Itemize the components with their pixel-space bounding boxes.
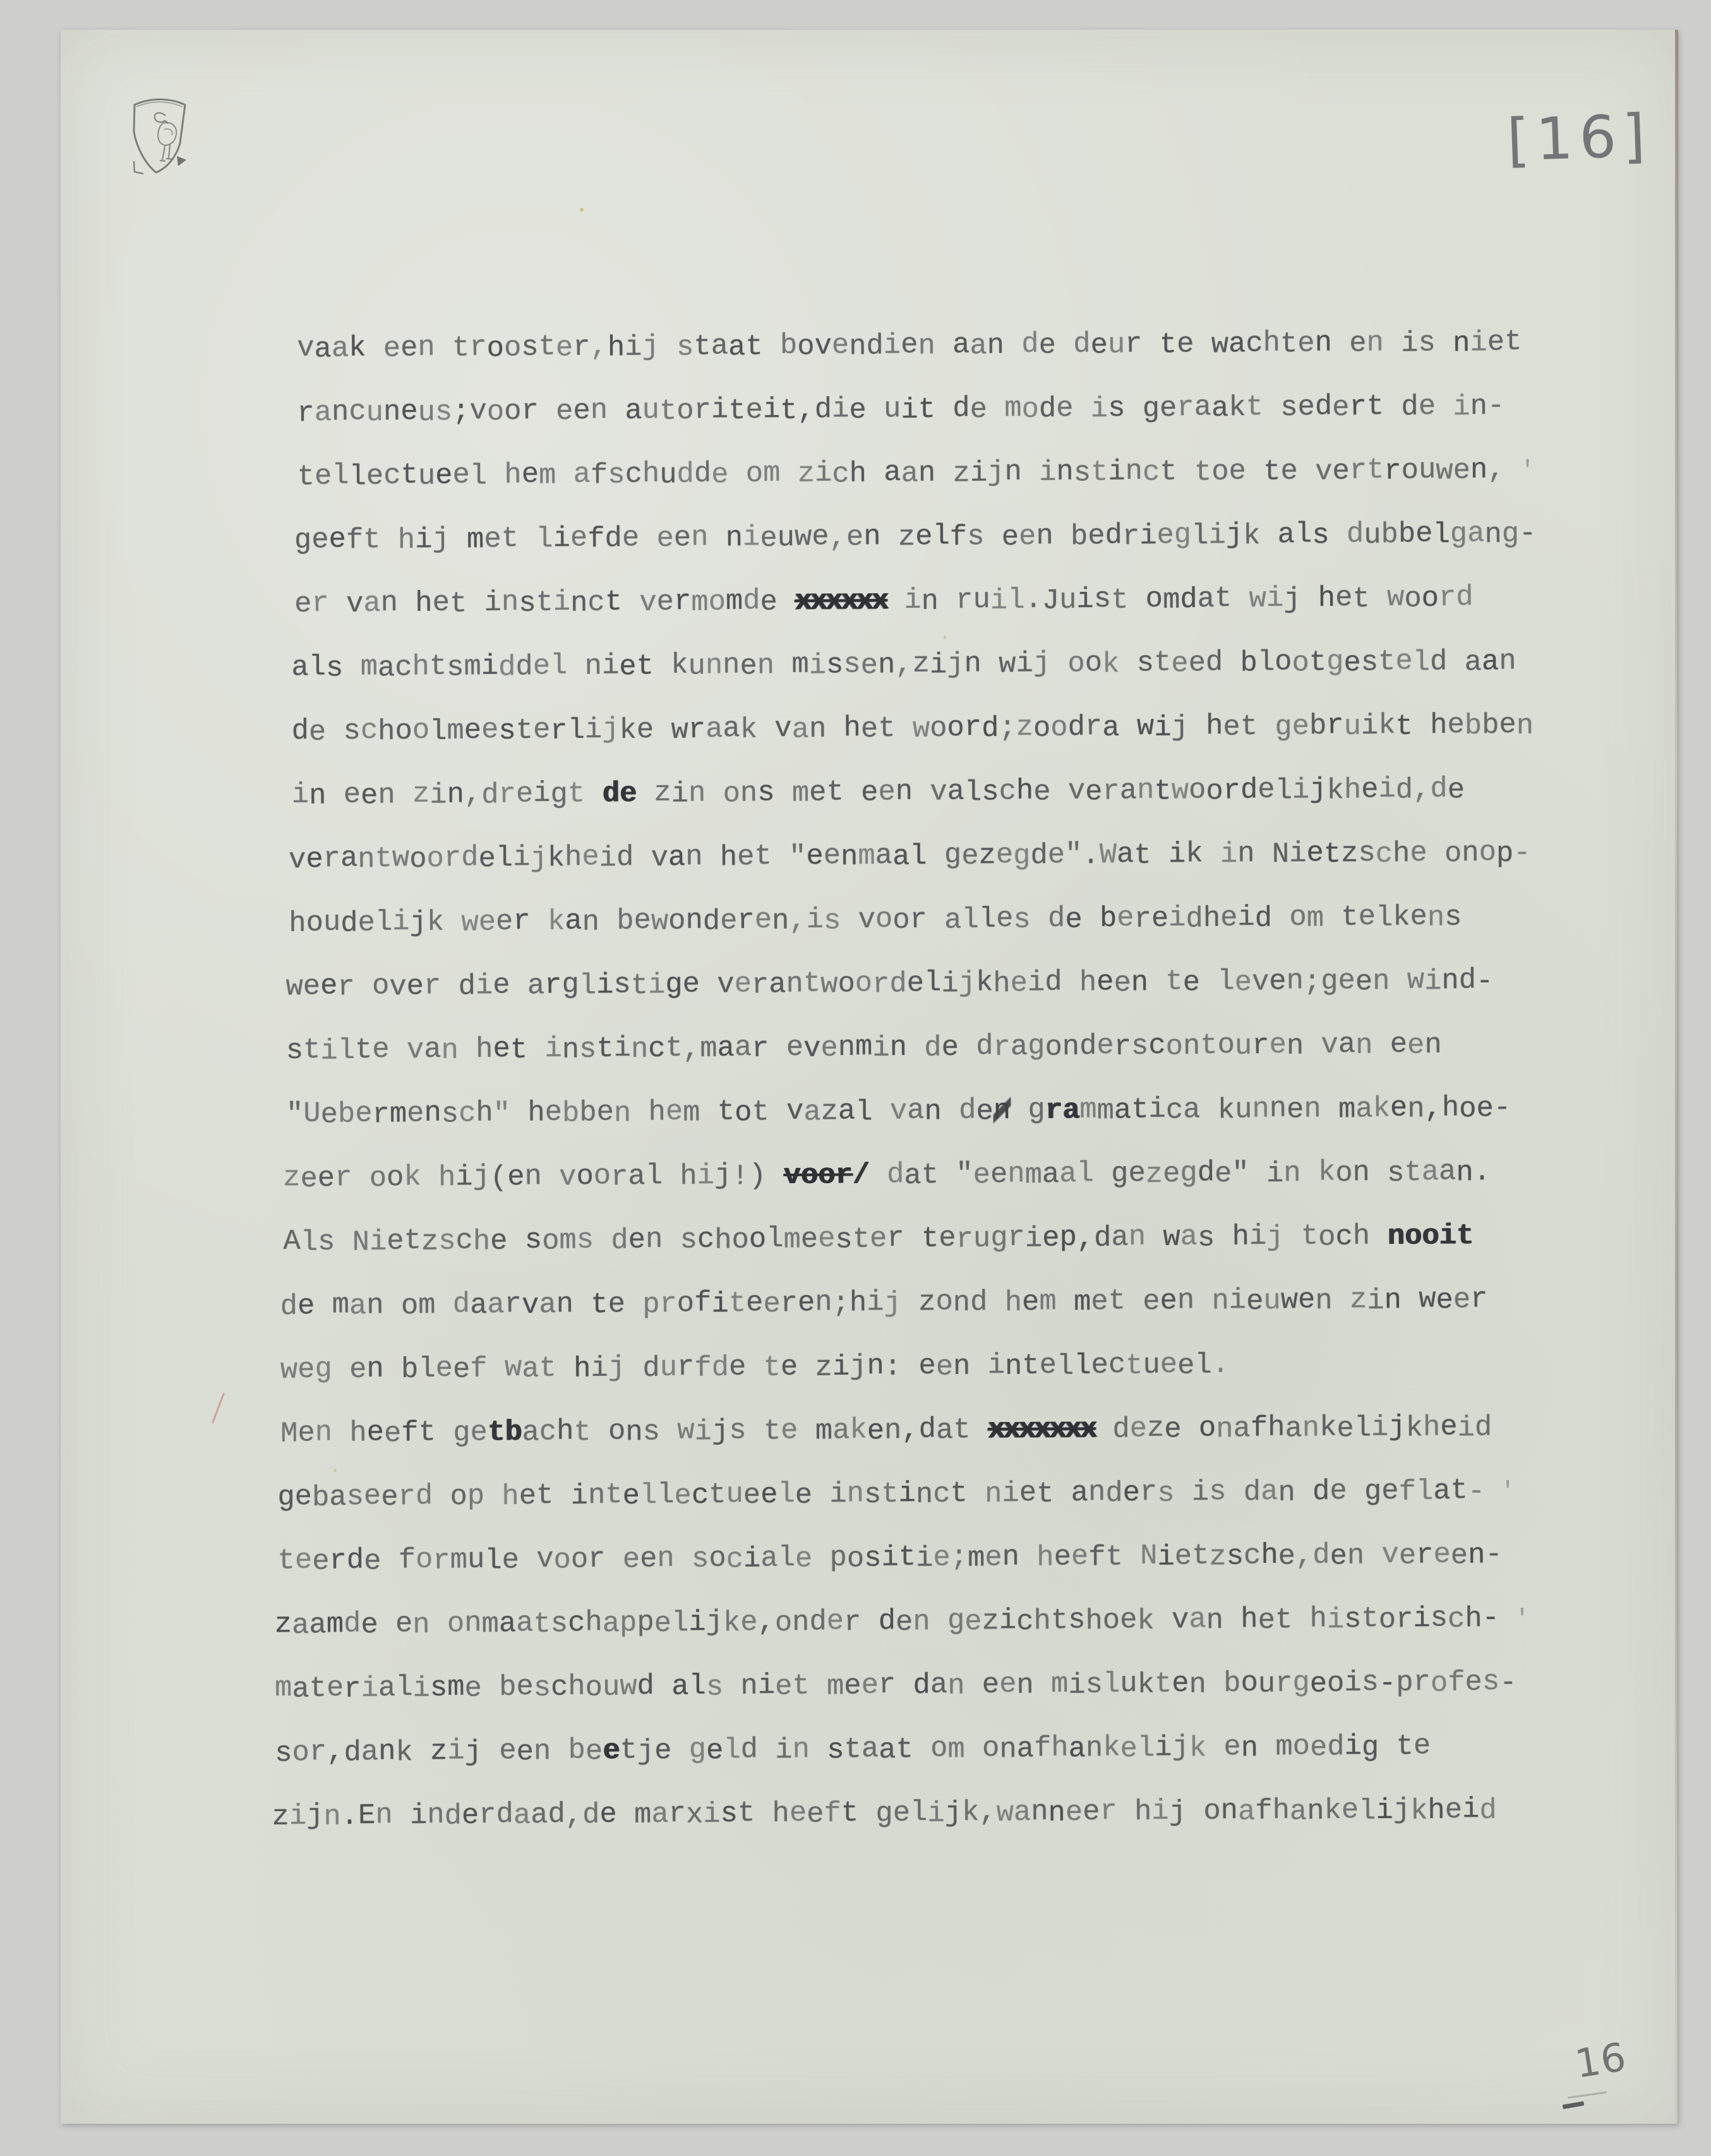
red-pencil-mark: [212, 1392, 225, 1424]
page-number-dash: [1563, 2101, 1585, 2109]
text-line: geeft hij met liefde een nieuwe,en zelfs een bedrieglijk als dubbelgang-: [294, 517, 1537, 557]
paper-sheet: [61, 30, 1678, 2124]
text-line: in een zin,dreigt de zin ons met een valsche verantwoordelijkheid,de: [291, 772, 1465, 812]
paper-edge-shadow: [1675, 30, 1678, 2124]
text-line: "Uebermensch" hebben hem tot vazal van den grammatica kunnen maken,hoe-: [286, 1076, 1616, 1147]
text-line: de man om daarvan te profiteeren;hij zond hem met een nieuwen zin weer: [280, 1282, 1488, 1323]
text-line: weg en bleef wat hij durfde te zijn: een intellectueel.: [280, 1347, 1230, 1387]
text-line: zeer ook hij(en vooral hij!) voor/ dat "eenmaal gezegde" in kon staan.: [283, 1155, 1491, 1196]
text-line: weer over die arglistige verantwoordelijkheid heen te leven;geen wind-: [285, 963, 1494, 1004]
text-line: verantwoordelijkheid van het "eenmaal gezegde".Wat ik in Nietzsche onop-: [288, 836, 1531, 877]
text-line: Men heeft getbacht ons wijs te maken,dat xxxxxxx deze onafhankelijkheid: [280, 1410, 1492, 1450]
text-line: zaamde en onmaatschappelijke,onder den gezichtshoek van het historisch- ': [274, 1601, 1530, 1642]
page-number-annotation-bottom: 16: [1571, 2033, 1630, 2087]
text-line: zijn.En inderdaad,de marxist heeft gelijk,wanneer hij onafhankelijkheid: [272, 1793, 1497, 1834]
paper-speck: [333, 1469, 337, 1472]
text-line: materialisme beschouwd als niet meer dan een mislukten bourgeois-profes-: [274, 1665, 1517, 1706]
text-line: gebaseerd op het intellectueele instinct niet anders is dan de geflat- ': [277, 1474, 1516, 1515]
text-line: stilte van het instinct,maar evenmin de dragonderscontouren van een: [285, 1028, 1442, 1068]
typewritten-text-block: [272, 310, 1620, 1848]
page-number-underline: [1568, 2092, 1607, 2099]
paper-speck: [944, 636, 946, 639]
text-line: rancuneus;voor een autoriteit,die uit de mode is geraakt sedert de in-: [297, 389, 1505, 430]
text-line: teerde formule voor een sociale positie;men heeft Nietzsche,den vereen-: [277, 1538, 1503, 1578]
text-line: sor,dank zij een beetje geld in staat om onafhankelijk en moedig te: [275, 1729, 1431, 1770]
text-line: er van het instinct vermomde xxxxxx in ruil.Juist omdat wij het woord: [294, 581, 1474, 621]
paper-speck: [580, 208, 584, 212]
text-line: Als Nietzsche soms den schoolmeester terugriep,dan was hij toch nooit: [283, 1219, 1474, 1259]
stork-shield-stamp-icon: [126, 95, 192, 178]
text-line: de schoolmeesterlijke wraak van het woord;zoodra wij het gebruikt hebben: [291, 708, 1534, 749]
text-line: vaak een trooster,hij staat bovendien aan de deur te wachten en is niet: [297, 325, 1522, 366]
text-line: als machtsmiddel niet kunnen missen,zijn wij ook steed blootgesteld aan: [291, 644, 1516, 685]
text-line: houdelijk weer kan bewonderen,is voor alles de bereidheid om telkens: [289, 900, 1462, 940]
text-line: tellectueel hem afschudde om zich aan zijn instinct toe te vertrouwen, ': [297, 452, 1535, 493]
page-number-annotation-top: [16]: [1506, 102, 1653, 174]
